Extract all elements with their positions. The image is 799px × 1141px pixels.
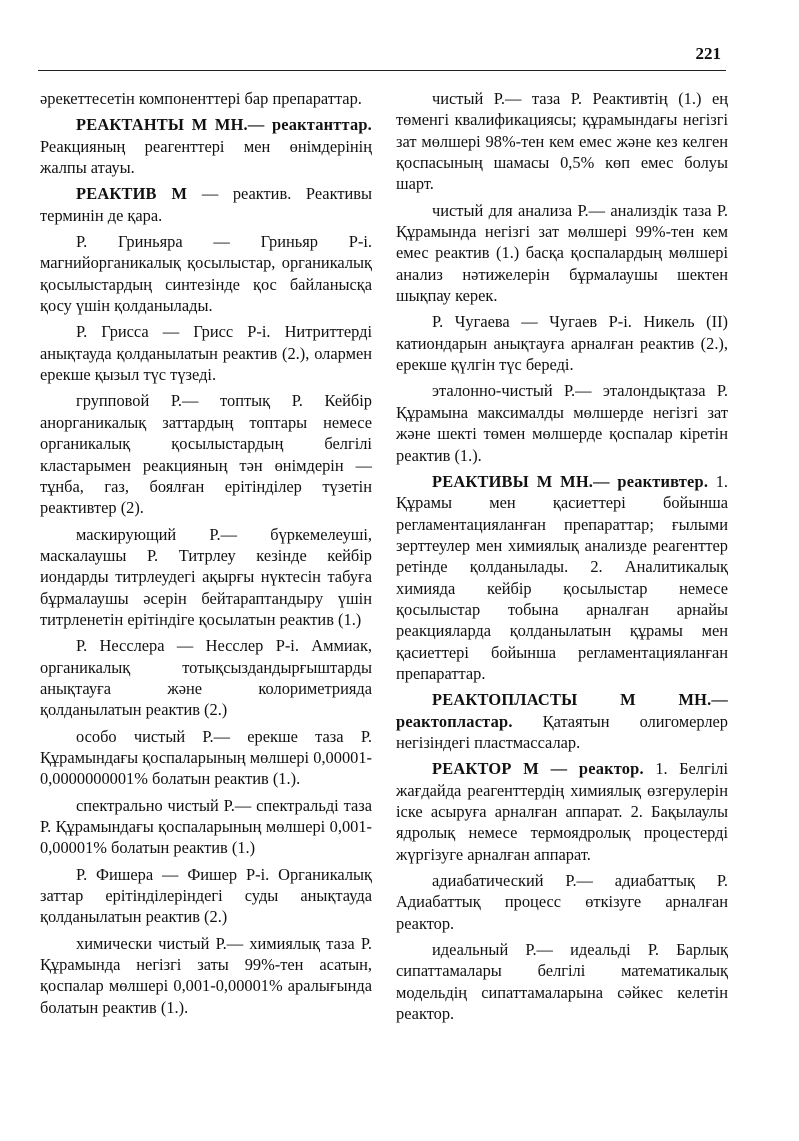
entry-text: адиабатический Р.— адиабаттық Р. Адиабаттық процесс өткізуге арналған реактор. xyxy=(396,871,728,933)
headword: РЕАКТИВЫ М МН.— реактивтер. xyxy=(432,471,709,491)
sub-entry xyxy=(396,380,728,465)
sub-entry xyxy=(40,390,372,518)
entry-text: маскирующий Р.— бүркемелеуші, маскалаушы Р. Титрлеу кезінде кейбір иондарды титрлеудегі ақырғы нүктесін табуға бұрмалаушы әсерін бейтараптандыру үшін титрленетін ерітіндіге қосылатын реактив (1.) xyxy=(40,524,372,629)
entry-text: Р. Фишера — Фишер Р-і. Органикалық заттар ерітінділеріндегі суды анықтауда қолданылатын реактив (2.) xyxy=(40,864,372,927)
entry-text: әрекеттесетін компоненттері бар препараттар. xyxy=(40,89,362,108)
sub-entry xyxy=(40,524,372,631)
left-column xyxy=(40,88,372,1023)
entry-text: чистый для анализа Р.— анализдік таза Р. Құрамында негізгі зат мөлшері 99%-тен кем емес реактив (1.) басқа қоспалардың мөлшері анализ нәтижелерін бұрмалаушы шектен шықпау керек. xyxy=(396,200,728,306)
dictionary-entry xyxy=(40,114,372,178)
sub-entry xyxy=(40,933,372,1018)
dictionary-entry xyxy=(396,758,728,865)
entry-text: Р. Грисса — Грисс Р-і. Нитриттерді анықтауда қолданылатын реактив (2.), олармен ерекше қызыл түс түзеді. xyxy=(40,322,372,385)
entry-text: 1. Белгілі жағдайда реагенттердің химиялық өзгерулерін іске асыруға арналған аппарат. 2. Бақылаулы ядролық немесе термоядролық процестерді жүргізуге арналған аппарат. xyxy=(396,759,728,864)
entry-text: идеальный Р.— идеальді Р. Барлық сипаттамалары белгілі математикалық модельдің сипаттамаларына сәйкес келетін реактор. xyxy=(396,940,728,1024)
sub-entry xyxy=(396,870,728,934)
entry-text: групповой Р.— топтық Р. Кейбір анорганикалық заттардың топтары немесе органикалық қосылыстардың белгілі кластарымен реакцияның тән өнімдерін — тұнба, газ, боялған ерітінділер түзетін реактивтер (2). xyxy=(40,391,372,518)
headword: РЕАКТИВ М xyxy=(76,184,188,204)
entry-text: Р. Гриньяра — Гриньяр Р-і. магнийорганикалық қосылыстар, органикалық қосылыстардың синтезінде қос байланысқа қосу үшін қолданылады. xyxy=(40,232,372,316)
headword: РЕАКТОР М — реактор. xyxy=(432,759,644,779)
headword: РЕАКТОПЛАСТЫ М МН.— реактопластар. xyxy=(396,690,728,731)
entry-text: спектрально чистый Р.— спектральді таза Р. Құрамындағы қоспаларының мөлшері 0,001-0,00001% болатын реактив (1.) xyxy=(40,795,372,858)
entry-text: эталонно-чистый Р.— эталондықтаза Р. Құрамына максималды мөлшерде негізгі зат және шекті төмен мөлшерде қоспалар кіретін реактив (1.). xyxy=(396,381,728,465)
entry-text: химически чистый Р.— химиялық таза Р. Құрамында негізгі заты 99%-тен асатын, қоспалар мөлшері 0,001-0,00001% аралығында болатын реактив (1.). xyxy=(40,933,372,1017)
headword: РЕАКТАНТЫ М МН.— реактанттар. xyxy=(76,115,372,135)
entry-text: Реакцияның реагенттері мен өнімдерінің жалпы атауы. xyxy=(40,136,372,178)
entry-text: особо чистый Р.— ерекше таза Р. Құрамындағы қоспаларының мөлшері 0,00001-0,0000000001% болатын реактив (1.). xyxy=(40,726,372,789)
entry-text: Р. Чугаева — Чугаев Р-і. Никель (II) катиондарын анықтауға арналған реактив (2.), ерекше қүлгін түс береді. xyxy=(396,312,728,375)
sub-entry xyxy=(40,726,372,790)
entry-text: Қатаятын олигомерлер негізіндегі пластмассалар. xyxy=(396,711,728,752)
header-rule xyxy=(38,70,726,71)
right-column xyxy=(396,88,728,1029)
entry-text: — реактив. Реактивы терминін де қара. xyxy=(40,184,372,225)
sub-entry xyxy=(396,311,728,375)
sub-entry xyxy=(396,88,728,195)
entry-text: 1. Құрамы мен қасиеттері бойынша регламентацияланған препараттар; ғылыми зерттеулер мен химиялық анализде реагенттер ретінде қолданылады. 2. Аналитикалық химияда кейбір қосылыстар немесе қосылыстар тобына арналған арнайы реакцияларда қолданылатын құрамы мен қасиеттері бойынша регламентацияланған препараттар. xyxy=(396,471,728,683)
sub-entry xyxy=(40,231,372,316)
dictionary-entry xyxy=(40,183,372,226)
entry-text: Р. Несслера — Несслер Р-і. Аммиак, органикалық тотықсыздандырғыштарды анықтауға және колориметрияда қолданылатын реактив (2.) xyxy=(40,636,372,720)
dictionary-entry xyxy=(396,471,728,684)
entry-text: чистый Р.— таза Р. Реактивтің (1.) ең төменгі квалификациясы; құрамындағы негізгі зат мөлшері 98%-тен кем емес және кез келген қоспасының шамасы 0,5% көп емес болуы шарт. xyxy=(396,89,728,194)
sub-entry xyxy=(40,321,372,385)
sub-entry xyxy=(40,864,372,928)
page-number: 221 xyxy=(695,44,721,63)
continued-entry xyxy=(40,88,372,109)
sub-entry xyxy=(396,200,728,307)
sub-entry xyxy=(40,635,372,720)
sub-entry xyxy=(40,795,372,859)
sub-entry xyxy=(396,939,728,1024)
dictionary-entry xyxy=(396,689,728,753)
